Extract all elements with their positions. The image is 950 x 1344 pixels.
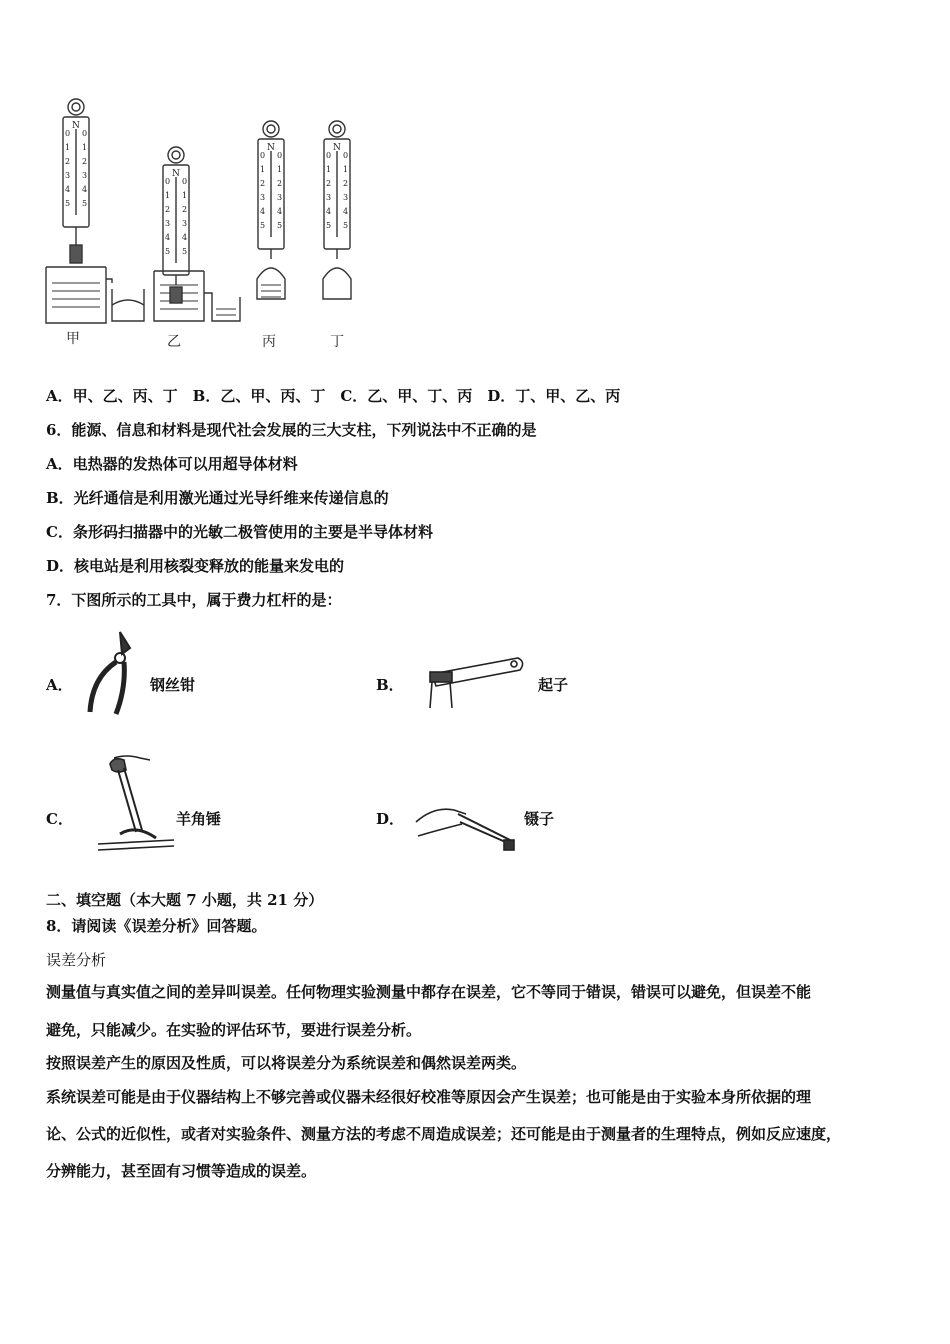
scale-tick-label: 2 [165,205,171,214]
scale-tick-label: 0 [326,151,332,160]
scale-tick-label: 1 [326,165,332,174]
article-paragraph: 避免，只能减少。在实验的评估环节，要进行误差分析。 [46,1021,422,1039]
scale-tick-label: 1 [182,191,188,200]
scale-tick-label: 0 [343,151,349,160]
scale-tick-label: 5 [65,199,71,208]
scale-tick-label: 3 [326,193,332,202]
scale-tick-label: 3 [182,219,188,228]
scale-tick-label: 3 [277,193,283,202]
article-paragraph: 系统误差可能是由于仪器结构上不够完善或仪器未经很好校准等原因会产生误差；也可能是由于实验本身所依据的理 [46,1088,812,1106]
spring-scale-drawing [40,95,370,355]
q6-option-d: D．核电站是利用核裂变释放的能量来发电的 [46,557,345,575]
scale-tick-label: 4 [277,207,283,216]
figure-label-jia: 甲 [66,331,80,347]
q7-stem: 7．下图所示的工具中，属于费力杠杆的是： [46,591,342,609]
article-paragraph: 测量值与真实值之间的差异叫误差。任何物理实验测量中都存在误差，它不等同于错误，错误可以避免，但误差不能 [46,983,812,1001]
scale-tick-label: 4 [82,185,88,194]
scale-tick-label: 3 [165,219,171,228]
scale-tick-label: 4 [165,233,171,242]
scale-tick-label: 3 [343,193,349,202]
scale-tick-label: 4 [65,185,71,194]
scale-tick-label: 4 [326,207,332,216]
scale-tick-label: 0 [182,177,188,186]
scale-tick-label: 3 [65,171,71,180]
figure-label-ding: 丁 [330,334,344,350]
scale-tick-label: 1 [260,165,266,174]
scale-tick-label: 5 [165,247,171,256]
scale-tick-label: 1 [343,165,349,174]
scale-tick-label: 1 [82,143,88,152]
claw-hammer-icon [96,754,176,854]
scale-tick-label: 5 [326,221,332,230]
figure-label-bing: 丙 [262,334,276,350]
q7-option-c-name: 羊角锤 [176,810,222,828]
q6-option-a: A．电热器的发热体可以用超导体材料 [46,455,298,473]
scale-tick-label: 2 [343,179,349,188]
scale-tick-label: 0 [82,129,88,138]
q6-option-b: B．光纤通信是利用激光通过光导纤维来传递信息的 [46,489,389,507]
q8-stem: 8．请阅读《误差分析》回答题。 [46,917,267,935]
article-paragraph: 论、公式的近似性，或者对实验条件、测量方法的考虑不周造成误差；还可能是由于测量者的生理特点，例如反应速度， [46,1125,842,1143]
q6-option-c: C．条形码扫描器中的光敏二极管使用的主要是半导体材料 [46,523,433,541]
q7-option-c-letter: C． [46,810,73,828]
scale-unit: N [333,143,341,153]
q7-option-b-name: 起子 [538,676,569,694]
scale-tick-label: 5 [343,221,349,230]
bottle-opener-icon [422,652,532,712]
q6-stem: 6．能源、信息和材料是现代社会发展的三大支柱，下列说法中不正确的是 [46,421,537,439]
scale-tick-label: 1 [65,143,71,152]
scale-unit: N [267,143,275,153]
article-paragraph: 按照误差产生的原因及性质，可以将误差分为系统误差和偶然误差两类。 [46,1054,527,1072]
scale-tick-label: 5 [182,247,188,256]
scale-tick-label: 2 [182,205,188,214]
scale-tick-label: 5 [82,199,88,208]
scale-unit: N [172,169,180,179]
scale-tick-label: 4 [182,233,188,242]
scale-tick-label: 0 [165,177,171,186]
article-title: 误差分析 [46,951,107,969]
scale-tick-label: 5 [260,221,266,230]
scale-tick-label: 4 [260,207,266,216]
scale-tick-label: 4 [343,207,349,216]
pliers-icon [86,628,146,718]
scale-tick-label: 2 [277,179,283,188]
article-paragraph: 分辨能力，甚至固有习惯等造成的误差。 [46,1162,317,1180]
scale-tick-label: 2 [82,157,88,166]
scale-tick-label: 2 [260,179,266,188]
q5-answer-options: A．甲、乙、丙、丁 B．乙、甲、丙、丁 C．乙、甲、丁、丙 D．丁、甲、乙、丙 [46,387,621,405]
q7-option-b-letter: B． [376,676,404,694]
scale-tick-label: 3 [82,171,88,180]
scale-tick-label: 1 [277,165,283,174]
scale-tick-label: 0 [277,151,283,160]
q7-option-a-name: 钢丝钳 [150,676,196,694]
scale-tick-label: 5 [277,221,283,230]
scale-tick-label: 2 [326,179,332,188]
scale-unit: N [72,121,80,131]
tweezers-icon [414,800,524,860]
scale-jia [46,99,144,323]
section-heading: 二、填空题（本大题 7 小题，共 21 分） [46,891,324,909]
scale-tick-label: 3 [260,193,266,202]
scale-tick-label: 0 [260,151,266,160]
figure-label-yi: 乙 [167,334,181,350]
q7-option-d-letter: D． [376,810,405,828]
q7-option-a-letter: A． [46,676,73,694]
scale-tick-label: 0 [65,129,71,138]
scale-tick-label: 2 [65,157,71,166]
spring-scale-figure [40,95,370,355]
q7-option-d-name: 镊子 [524,810,555,828]
scale-tick-label: 1 [165,191,171,200]
